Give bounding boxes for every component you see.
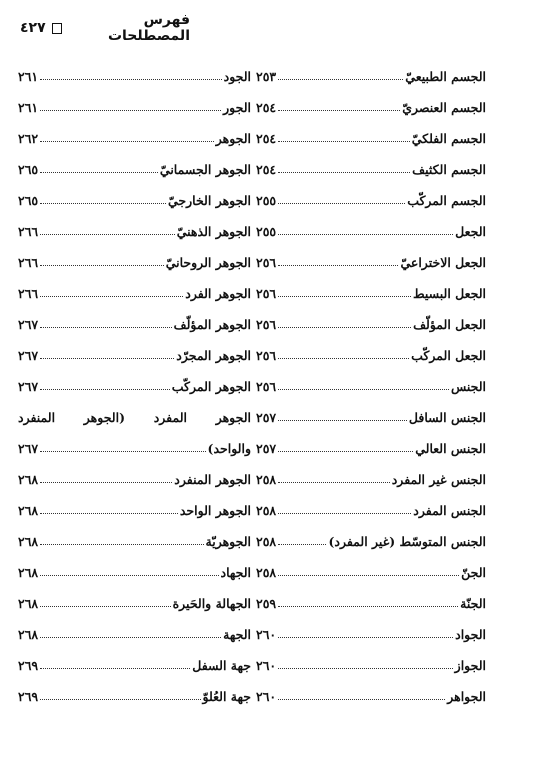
page-number: ٤٢٧ (20, 20, 46, 36)
entry-page-number: ٢٦٩ (18, 689, 39, 704)
entry-term: والواحد) (207, 441, 251, 456)
index-entry (18, 154, 251, 185)
dot-leader (40, 482, 172, 483)
index-entry (256, 154, 486, 185)
dot-leader (40, 79, 221, 80)
index-entry (18, 681, 251, 712)
entry-page-number: ٢٦٨ (18, 565, 39, 580)
dot-leader (278, 110, 400, 111)
entry-term: الجعل المركّب (411, 348, 486, 363)
dot-leader (40, 606, 170, 607)
entry-page-number: ٢٥٥ (256, 224, 277, 239)
dot-leader (40, 327, 171, 328)
dot-leader (40, 110, 221, 111)
entry-page-number: ٢٦٧ (18, 441, 39, 456)
entry-page-number: ٢٥٨ (256, 503, 277, 518)
square-bullet-icon (52, 23, 62, 34)
entry-term: الجسم الطبيعيّ (405, 69, 486, 84)
dot-leader (40, 203, 166, 204)
entry-term: الجعل البسيط (412, 286, 486, 301)
entry-term: جهة السفل (192, 658, 251, 673)
index-entry (256, 123, 486, 154)
entry-page-number: ٢٦١ (18, 100, 39, 115)
entry-term: الجعل الاختراعيّ (400, 255, 486, 270)
entry-term: الجسم الكثيف (412, 162, 486, 177)
dot-leader (40, 699, 200, 700)
index-entry (18, 526, 251, 557)
dot-leader (40, 513, 178, 514)
header-title: فهرس المصطلحات (107, 12, 190, 44)
index-column-left (18, 61, 251, 712)
index-entry (18, 309, 251, 340)
index-entry (256, 433, 486, 464)
dot-leader (278, 358, 409, 359)
index-entry (18, 371, 251, 402)
entry-page-number: ٢٦٩ (18, 658, 39, 673)
index-entry (18, 650, 251, 681)
entry-page-number: ٢٦٨ (18, 627, 39, 642)
dot-leader (40, 451, 205, 452)
index-entry (18, 588, 251, 619)
entry-term: الجواهر (447, 689, 486, 704)
entry-page-number: ٢٦٦ (18, 255, 39, 270)
dot-leader (40, 668, 190, 669)
entry-term: الجسم العنصريّ (402, 100, 486, 115)
entry-term: الجوهر المنفرد (174, 472, 251, 487)
entry-term: الجوهر الذهنيّ (176, 224, 251, 239)
entry-term: الجوهر (215, 131, 251, 146)
index-entry (18, 123, 251, 154)
dot-leader (40, 358, 174, 359)
dot-leader (278, 606, 458, 607)
entry-page-number: ٢٥٥ (256, 193, 277, 208)
entry-page-number: ٢٦١ (18, 69, 39, 84)
entry-page-number: ٢٦٦ (18, 224, 39, 239)
dot-leader (278, 79, 403, 80)
entry-page-number: ٢٥٤ (256, 162, 277, 177)
index-entry (256, 464, 486, 495)
index-entry (18, 402, 251, 433)
index-entry (18, 216, 251, 247)
entry-page-number: ٢٦٥ (18, 162, 39, 177)
index-entry (18, 185, 251, 216)
index-entry (18, 247, 251, 278)
entry-term: الجعل (455, 224, 486, 239)
dot-leader (40, 575, 218, 576)
index-entry (256, 619, 486, 650)
entry-term: الجنس السافل (408, 410, 486, 425)
entry-term: الجوهر المؤلّف (173, 317, 251, 332)
dot-leader (278, 637, 453, 638)
entry-page-number: ٢٦٨ (18, 503, 39, 518)
entry-term: الجوهر المركّب (171, 379, 251, 394)
entry-page-number: ٢٥٤ (256, 100, 277, 115)
entry-term: الجسم المركّب (407, 193, 486, 208)
entry-page-number: ٢٦٧ (18, 348, 39, 363)
entry-page-number: ٢٦٦ (18, 286, 39, 301)
dot-leader (40, 141, 214, 142)
entry-page-number: ٢٥٨ (256, 534, 277, 549)
index-entry (256, 61, 486, 92)
index-entry (256, 216, 486, 247)
dot-leader (278, 451, 413, 452)
dot-leader (40, 637, 221, 638)
dot-leader (278, 265, 398, 266)
entry-page-number: ٢٥٦ (256, 255, 277, 270)
entry-term: الجنّة (460, 596, 486, 611)
dot-leader (278, 141, 410, 142)
entry-term: الجنس العالي (415, 441, 486, 456)
entry-term: الجوهر المجرّد (176, 348, 251, 363)
dot-leader (278, 482, 390, 483)
entry-page-number: ٢٦٨ (18, 534, 39, 549)
entry-term: الجهاد (220, 565, 251, 580)
index-entry (256, 278, 486, 309)
dot-leader (40, 234, 175, 235)
dot-leader (278, 389, 449, 390)
entry-page-number: ٢٦٠ (256, 689, 277, 704)
index-entry (256, 526, 486, 557)
entry-page-number: ٢٥٩ (256, 596, 277, 611)
entry-term: الجواد (455, 627, 486, 642)
dot-leader (278, 327, 411, 328)
entry-page-number: ٢٦٠ (256, 658, 277, 673)
index-entry (256, 681, 486, 712)
index-entry (18, 92, 251, 123)
entry-term: الجنس غير المفرد (391, 472, 486, 487)
dot-leader (278, 575, 459, 576)
entry-term: الجسم الفلكيّ (411, 131, 486, 146)
dot-leader (40, 544, 203, 545)
entry-term: الجعل المؤلّف (413, 317, 486, 332)
entry-page-number: ٢٥٤ (256, 131, 277, 146)
entry-term: الجور (223, 100, 251, 115)
index-entry (18, 61, 251, 92)
entry-term: الجوهر الجسمانيّ (159, 162, 251, 177)
entry-term: الجوهر الفرد (185, 286, 251, 301)
entry-page-number: ٢٥٧ (256, 441, 277, 456)
entry-term: الجود (223, 69, 251, 84)
entry-term: جهة العُلوّ (202, 689, 251, 704)
index-entry (256, 402, 486, 433)
dot-leader (278, 203, 405, 204)
dot-leader (278, 699, 445, 700)
entry-page-number: ٢٦٢ (18, 131, 39, 146)
index-column-right (256, 61, 486, 712)
entry-page-number: ٢٦٧ (18, 317, 39, 332)
index-entry (18, 619, 251, 650)
index-entry (18, 340, 251, 371)
entry-page-number: ٢٥٦ (256, 317, 277, 332)
index-entry (18, 278, 251, 309)
entry-page-number: ٢٥٧ (256, 410, 277, 425)
index-entry (256, 495, 486, 526)
index-entry (256, 557, 486, 588)
index-entry (18, 464, 251, 495)
entry-page-number: ٢٦٧ (18, 379, 39, 394)
index-entry (18, 433, 251, 464)
dot-leader (278, 234, 453, 235)
entry-term: الجوهر الخارجيّ (168, 193, 251, 208)
dot-leader (278, 296, 411, 297)
dot-leader (278, 172, 410, 173)
index-entry (18, 557, 251, 588)
index-entry (256, 371, 486, 402)
entry-page-number: ٢٦٥ (18, 193, 39, 208)
entry-term: الجنّ (461, 565, 486, 580)
entry-term: الجنس (450, 379, 486, 394)
entry-term: الجهة (223, 627, 251, 642)
index-entry (256, 247, 486, 278)
entry-page-number: ٢٥٦ (256, 348, 277, 363)
index-entry (256, 588, 486, 619)
dot-leader (40, 296, 183, 297)
entry-term: الجهالة والحَيرة (172, 596, 251, 611)
entry-term: الجوهر الواحد (179, 503, 251, 518)
entry-term: الجوهر الروحانيّ (165, 255, 251, 270)
entry-page-number: ٢٥٦ (256, 379, 277, 394)
entry-term: الجوهريّة (205, 534, 251, 549)
entry-page-number: ٢٥٣ (256, 69, 277, 84)
entry-page-number: ٢٥٨ (256, 565, 277, 580)
entry-term: الجواز (454, 658, 486, 673)
entry-term: الجوهر المفرد (الجوهر المنفرد (18, 410, 251, 425)
index-entry (256, 309, 486, 340)
dot-leader (278, 513, 411, 514)
page-header (20, 12, 190, 44)
entry-term: الجنس المفرد (413, 503, 486, 518)
index-entry (256, 340, 486, 371)
index-entry (256, 650, 486, 681)
entry-page-number: ٢٦٨ (18, 472, 39, 487)
index-entry (256, 92, 486, 123)
dot-leader (40, 265, 164, 266)
index-entry (18, 495, 251, 526)
entry-page-number: ٢٦٠ (256, 627, 277, 642)
index-entry (256, 185, 486, 216)
entry-page-number: ٢٥٨ (256, 472, 277, 487)
dot-leader (40, 172, 158, 173)
entry-term: الجنس المتوسّط (غير المفرد) (328, 534, 486, 549)
entry-page-number: ٢٦٨ (18, 596, 39, 611)
dot-leader (278, 544, 326, 545)
dot-leader (40, 389, 170, 390)
dot-leader (278, 420, 407, 421)
dot-leader (278, 668, 453, 669)
entry-page-number: ٢٥٦ (256, 286, 277, 301)
